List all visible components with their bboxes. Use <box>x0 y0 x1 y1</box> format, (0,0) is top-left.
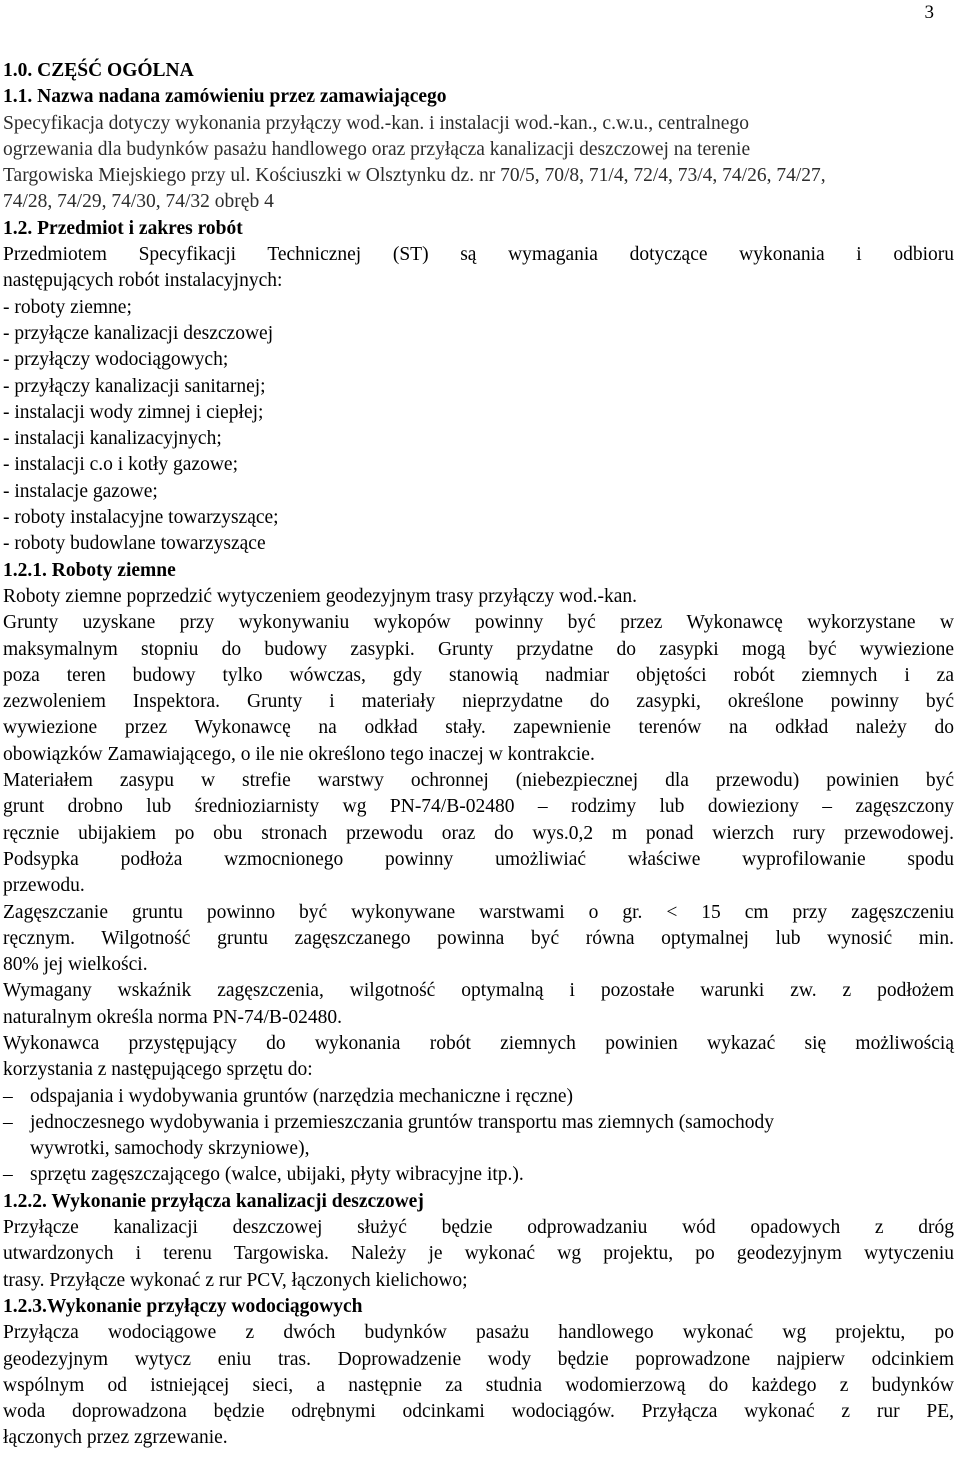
intro-line: ogrzewania dla budynków pasażu handlowego oraz przyłącza kanalizacji deszczowej na terenie <box>3 138 751 160</box>
section-heading: 1.0. CZĘŚĆ OGÓLNA <box>3 60 194 81</box>
paragraph-line: zezwoleniem Inspektora. Grunty i materiały nieprzydatne do zasypki, określone powinny być <box>3 691 954 713</box>
paragraph-line: Roboty ziemne poprzedzić wytyczeniem geodezyjnym trasy przyłączy wod.-kan. <box>3 585 638 607</box>
equipment-item-text: sprzętu zagęszczającego (walce, ubijaki, płyty wibracyjne itp.). <box>30 1164 524 1186</box>
dash-bullet: – <box>3 1085 13 1107</box>
equipment-item <box>3 1084 954 1110</box>
paragraph-line: Wymagany wskaźnik zagęszczenia, wilgotność optymalną i pozostałe warunki zw. z podłożem <box>3 980 954 1002</box>
dash-bullet: – <box>3 1164 13 1186</box>
paragraph-line: poza teren budowy tylko wówczas, gdy stanowią nadmiar objętości robót ziemnych i za <box>3 664 954 686</box>
paragraph-line: trasy. Przyłącze wykonać z rur PCV, łączonych kielichowo; <box>3 1269 468 1291</box>
list-item: - instalacji wody zimnej i ciepłej; <box>3 401 264 423</box>
paragraph-line: grunt drobno lub średnioziarnisty wg PN-74/B-02480 – rodzimy lub dowieziony – zagęszczony <box>3 796 954 818</box>
paragraph-line: 80% jej wielkości. <box>3 954 148 976</box>
paragraph-line: Przyłącza wodociągowe z dwóch budynków pasażu handlowego wykonać wg projektu, po <box>3 1322 954 1344</box>
paragraph-line: Przyłącze kanalizacji deszczowej służyć będzie odprowadzaniu wód opadowych z dróg <box>3 1217 954 1239</box>
paragraph-line: łączonych przez zgrzewanie. <box>3 1427 228 1449</box>
section-123-heading: 1.2.3.Wykonanie przyłączy wodociągowych <box>3 1295 363 1317</box>
list-item: - instalacji kanalizacyjnych; <box>3 428 222 450</box>
paragraph-line: Zagęszczanie gruntu powinno być wykonywane warstwami o gr. < 15 cm przy zagęszczeniu <box>3 901 954 923</box>
paragraph-line: Grunty uzyskane przy wykonywaniu wykopów powinny być przez Wykonawcę wykorzystane w <box>3 612 954 634</box>
paragraph-line: Podsypka podłoża wzmocnionego powinny umożliwiać właściwe wyprofilowanie spodu <box>3 848 954 870</box>
paragraph-line: ręcznym. Wilgotność gruntu zagęszczanego powinna być równa optymalnej lub wynosić min. <box>3 927 954 949</box>
subsection-heading: 1.1. Nazwa nadana zamówieniu przez zamawiającego <box>3 86 447 108</box>
list-item: - przyłącze kanalizacji deszczowej <box>3 322 274 344</box>
equipment-item-text: odspajania i wydobywania gruntów (narzędzia mechaniczne i ręczne) <box>30 1085 574 1107</box>
equipment-item <box>3 1162 954 1188</box>
intro-line: 74/28, 74/29, 74/30, 74/32 obręb 4 <box>3 191 274 213</box>
paragraph-line: naturalnym określa norma PN-74/B-02480. <box>3 1006 343 1028</box>
paragraph-line: maksymalnym stopniu do budowy zasypki. Grunty przydatne do zasypki mogą być wywiezione <box>3 638 954 660</box>
list-item: - roboty budowlane towarzyszące <box>3 533 266 555</box>
equipment-item-text: jednoczesnego wydobywania i przemieszczania gruntów transportu mas ziemnych (samochody <box>30 1111 774 1133</box>
paragraph-line: utwardzonych i terenu Targowiska. Należy je wykonać wg projektu, po geodezyjnym wytyczeniu <box>3 1243 954 1265</box>
paragraph-line: przewodu. <box>3 875 85 897</box>
paragraph-line: Przedmiotem Specyfikacji Technicznej (ST) są wymagania dotyczące wykonania i odbioru <box>3 244 954 266</box>
paragraph-line: Wykonawca przystępujący do wykonania robót ziemnych powinien wykazać się możliwością <box>3 1032 954 1054</box>
paragraph-line: wspólnym od istniejącej sieci, a następnie za studnia wodomierzową do każdego z budynków <box>3 1374 954 1396</box>
paragraph-line: korzystania z następującego sprzętu do: <box>3 1059 313 1081</box>
section-12-heading: 1.2. Przedmiot i zakres robót <box>3 217 243 239</box>
document-body <box>3 58 954 1452</box>
paragraph-line: następujących robót instalacyjnych: <box>3 270 283 292</box>
dash-bullet: – <box>3 1111 13 1133</box>
equipment-item <box>3 1110 954 1136</box>
paragraph-line: obowiązków Zamawiającego, o ile nie określono tego inaczej w kontrakcie. <box>3 743 595 765</box>
paragraph-line: wywiezione przez Wykonawcę na odkład stały. zapewnienie terenów na odkład należy do <box>3 717 954 739</box>
paragraph-line: Materiałem zasypu w strefie warstwy ochronnej (niebezpiecznej dla przewodu) powinien być <box>3 770 954 792</box>
paragraph-line: ręcznie ubijakiem po obu stronach przewodu oraz do wys.0,2 m ponad wierzch rury przewodowej. <box>3 822 954 844</box>
equipment-item-continuation: wywrotki, samochody skrzyniowe), <box>30 1138 310 1160</box>
intro-line: Specyfikacja dotyczy wykonania przyłączy wod.-kan. i instalacji wod.-kan., c.w.u., centralnego <box>3 112 749 134</box>
section-122-heading: 1.2.2. Wykonanie przyłącza kanalizacji deszczowej <box>3 1190 424 1212</box>
list-item: - roboty instalacyjne towarzyszące; <box>3 507 279 529</box>
paragraph-line: woda doprowadzona będzie odrębnymi odcinkami wodociągów. Przyłącza wykonać z rur PE, <box>3 1401 954 1423</box>
intro-line: Targowiska Miejskiego przy ul. Kościuszki w Olsztynku dz. nr 70/5, 70/8, 71/4, 72/4, 73/4, 74/26, 74/27, <box>3 165 826 187</box>
section-121-heading: 1.2.1. Roboty ziemne <box>3 559 176 581</box>
list-item: - przyłączy wodociągowych; <box>3 349 229 371</box>
list-item: - przyłączy kanalizacji sanitarnej; <box>3 375 266 397</box>
paragraph-line: geodezyjnym wytycz eniu tras. Doprowadzenie wody będzie poprowadzone najpierw odcinkiem <box>3 1348 954 1370</box>
list-item: - roboty ziemne; <box>3 296 132 318</box>
list-item: - instalacji c.o i kotły gazowe; <box>3 454 239 476</box>
list-item: - instalacje gazowe; <box>3 480 158 502</box>
page-number: 3 <box>924 2 934 23</box>
